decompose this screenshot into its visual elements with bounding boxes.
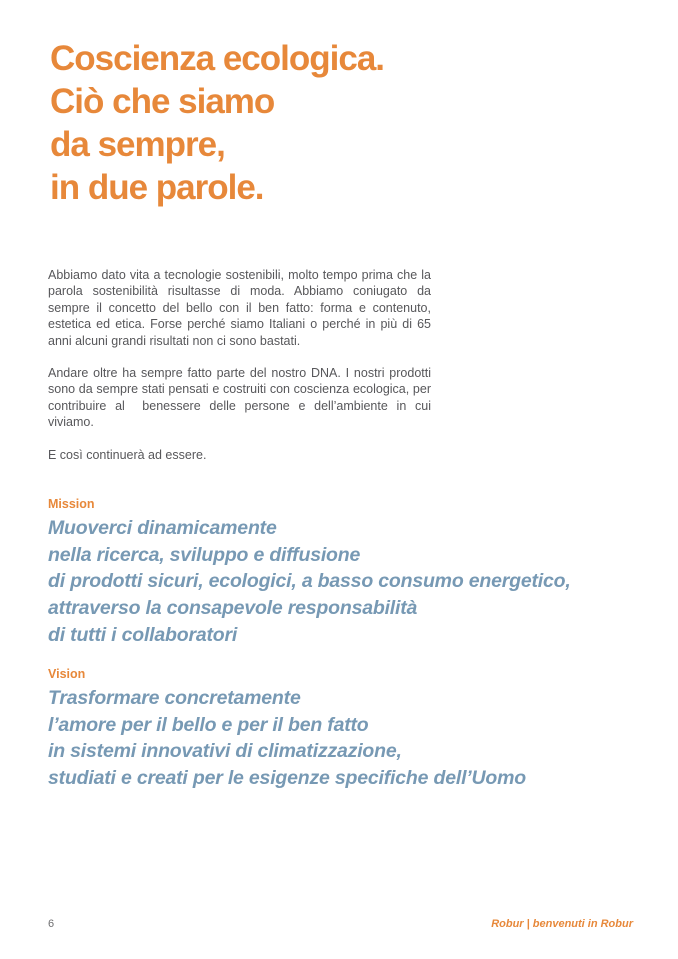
mission-line: di tutti i collaboratori xyxy=(48,623,238,646)
vision-line: studiati e creati per le esigenze specifiche dell’Uomo xyxy=(48,767,526,790)
mission-label: Mission xyxy=(48,497,95,511)
intro-text xyxy=(48,267,431,479)
page-title-line: Ciò che siamo xyxy=(50,82,275,121)
mission-line: attraverso la consapevole responsabilità xyxy=(48,597,418,620)
vision-line: l’amore per il bello e per il ben fatto xyxy=(48,713,369,736)
vision-line: Trasformare concretamente xyxy=(48,687,301,709)
page-title-line: da sempre, xyxy=(50,125,225,164)
page-title-line: Coscienza ecologica. xyxy=(50,39,385,78)
intro-paragraph: Andare oltre ha sempre fatto parte del nostro DNA. I nostri prodotti sono da sempre stati pensati e costruiti con coscienza ecologica, per contribuire al benessere delle persone e dell’ambiente in cui viviamo. xyxy=(48,366,431,430)
mission-line: nella ricerca, sviluppo e diffusione xyxy=(48,543,361,566)
intro-paragraph: Abbiamo dato vita a tecnologie sostenibili, molto tempo prima che la parola sostenibilità risultasse di moda. Abbiamo coniugato da sempre il concetto del bello con il ben fatto: forma e contenuto, estetica ed etica. Forse perché siamo Italiani o perché in più di 65 anni alcuni grandi risultati non ci sono bastati. xyxy=(48,268,431,348)
mission-line: di prodotti sicuri, ecologici, a basso consumo energetico, xyxy=(48,570,571,593)
mission-line: Muoverci dinamicamente xyxy=(48,517,277,539)
intro-paragraph: E così continuerà ad essere. xyxy=(48,447,207,462)
page-title xyxy=(50,37,384,209)
vision-label: Vision xyxy=(48,667,86,681)
page-number: 6 xyxy=(48,918,55,930)
vision-line: in sistemi innovativi di climatizzazione, xyxy=(48,740,402,763)
page-title-line: in due parole. xyxy=(50,168,264,207)
vision-section xyxy=(48,666,526,792)
mission-section xyxy=(48,496,571,649)
page-footer xyxy=(48,917,633,931)
footer-brand-text: Robur | benvenuti in Robur xyxy=(491,918,633,930)
